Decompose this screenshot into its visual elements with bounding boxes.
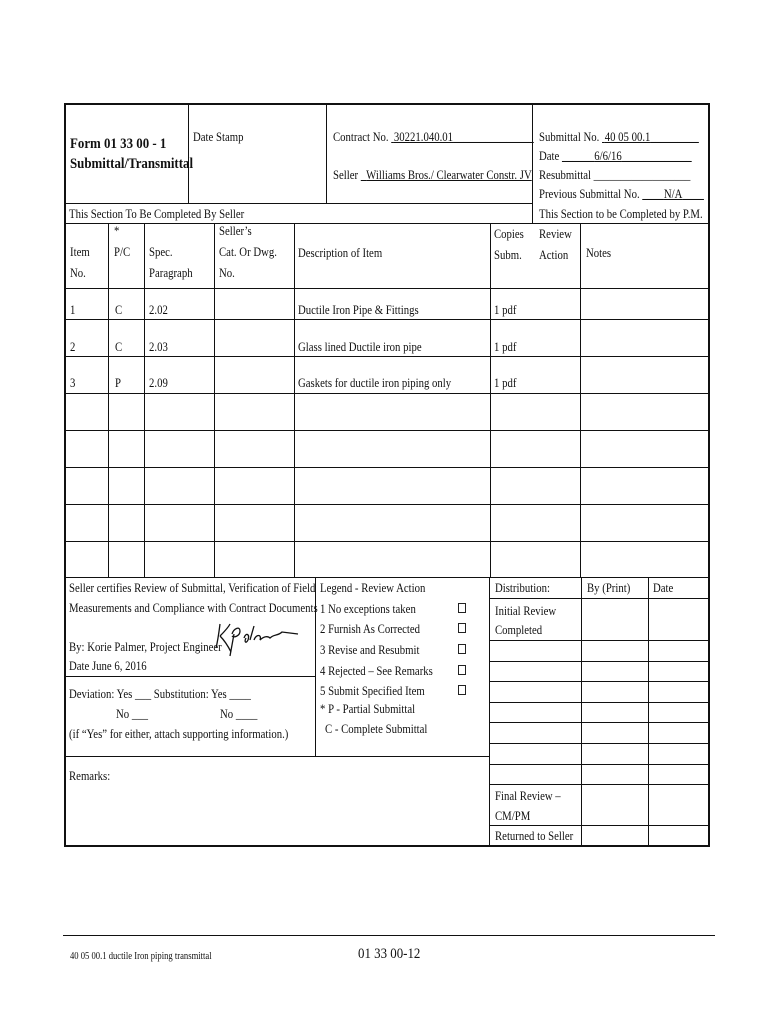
row-spec: 2.03 (149, 340, 168, 354)
seller-field (333, 168, 532, 182)
submittal-no-label: Submittal No. (539, 130, 600, 144)
legend-partial: * P - Partial Submittal (320, 702, 416, 716)
cert-line-1: Seller certifies Review of Submittal, Verification of Field (69, 581, 316, 595)
form-title: Form 01 33 00 - 1 (70, 136, 167, 152)
row-pc: C (115, 340, 123, 354)
legend-item: 3 Revise and Resubmit (320, 643, 420, 657)
row-item: 2 (70, 340, 76, 354)
footer-rule (63, 935, 715, 936)
divider (108, 224, 109, 577)
pm-section-label: This Section to be Completed by P.M. (539, 207, 703, 221)
frame-left (64, 103, 66, 847)
footer-page-number: 01 33 00-12 (358, 946, 421, 962)
row-item: 3 (70, 376, 76, 390)
divider (490, 743, 709, 744)
checkbox-icon[interactable] (458, 623, 466, 633)
if-yes-note: (if “Yes” for either, attach supporting information.) (69, 727, 289, 741)
divider (144, 224, 145, 577)
divider (648, 578, 649, 846)
col-header-pc: * P/C (114, 224, 131, 259)
remarks-label: Remarks: (69, 769, 111, 783)
divider (490, 764, 709, 765)
resubmittal-field: Resubmittal __________________ (539, 168, 691, 182)
legend-title: Legend - Review Action (320, 581, 426, 595)
divider (65, 356, 709, 357)
divider (490, 661, 709, 662)
divider (214, 224, 215, 577)
divider (65, 319, 709, 320)
date-label: Date (539, 149, 560, 163)
divider (65, 676, 315, 677)
row-copies: 1 pdf (494, 340, 517, 354)
legend-complete: C - Complete Submittal (325, 722, 428, 736)
col-header-review-action: Review Action (539, 227, 572, 262)
date-value: ______6/6/16_____________ (561, 149, 692, 163)
row-description: Glass lined Ductile iron pipe (298, 340, 422, 354)
divider (490, 784, 709, 785)
signature-image (210, 618, 302, 660)
checkbox-icon[interactable] (458, 685, 466, 695)
deviation-no: No ___ (116, 707, 148, 721)
divider (490, 640, 709, 641)
row-spec: 2.09 (149, 376, 168, 390)
row-pc: C (115, 303, 123, 317)
legend-item: 2 Furnish As Corrected (320, 622, 421, 636)
legend-item: 4 Rejected – See Remarks (320, 664, 433, 678)
divider (65, 504, 709, 505)
contract-label: Contract No. (333, 130, 389, 144)
divider (490, 681, 709, 682)
row-item: 1 (70, 303, 76, 317)
previous-label: Previous Submittal No. (539, 187, 640, 201)
divider (294, 224, 295, 577)
cert-line-2: Measurements and Compliance with Contract Documents (69, 601, 318, 615)
divider (65, 467, 709, 468)
col-header-item: Item No. (70, 245, 90, 280)
divider (490, 598, 709, 599)
contract-value: 30221.040.01_______________ (393, 130, 534, 144)
row-copies: 1 pdf (494, 303, 517, 317)
resubmittal-label: Resubmittal (539, 168, 591, 182)
initial-review-completed: Completed (495, 623, 543, 637)
divider (65, 541, 709, 542)
by-print-label: By (Print) (587, 581, 631, 595)
final-review-cmpm: CM/PM (495, 809, 531, 823)
checkbox-icon[interactable] (458, 644, 466, 654)
col-header-description: Description of Item (298, 246, 383, 260)
divider (490, 224, 491, 577)
divider (65, 393, 709, 394)
initial-review-label: Initial Review (495, 604, 557, 618)
row-spec: 2.02 (149, 303, 168, 317)
divider (326, 104, 327, 204)
substitution-no: No ____ (220, 707, 258, 721)
seller-label: Seller (333, 168, 359, 182)
legend-item: 5 Submit Specified Item (320, 684, 425, 698)
final-review-label: Final Review – (495, 789, 561, 803)
divider (490, 722, 709, 723)
divider (65, 756, 490, 757)
divider (65, 577, 709, 578)
row-description: Ductile Iron Pipe & Fittings (298, 303, 419, 317)
form-subtitle: Submittal/Transmittal (70, 156, 194, 172)
checkbox-icon[interactable] (458, 665, 466, 675)
divider (65, 223, 709, 224)
divider (581, 578, 582, 846)
col-header-sellers-dwg: Seller’s Cat. Or Dwg. No. (219, 224, 277, 280)
date-field (539, 149, 692, 163)
row-copies: 1 pdf (494, 376, 517, 390)
divider (490, 702, 709, 703)
previous-value: ____N/A____ (642, 187, 704, 201)
seller-section-label: This Section To Be Completed By Seller (69, 207, 245, 221)
deviation-line: Deviation: Yes ___ Substitution: Yes ____ (69, 687, 251, 701)
col-header-copies: Copies Subm. (494, 227, 524, 262)
divider (65, 288, 709, 289)
divider (580, 224, 581, 577)
divider (65, 203, 533, 204)
divider (65, 430, 709, 431)
frame-top (64, 103, 710, 105)
distribution-label: Distribution: (495, 581, 550, 595)
date-stamp-label: Date Stamp (193, 130, 244, 144)
divider (489, 578, 490, 846)
legend-item: 1 No exceptions taken (320, 602, 416, 616)
cert-by: By: Korie Palmer, Project Engineer (69, 640, 222, 654)
previous-submittal-field (539, 187, 704, 201)
frame-right (708, 103, 710, 847)
returned-to-seller: Returned to Seller (495, 829, 574, 843)
col-header-spec: Spec. Paragraph (149, 245, 193, 280)
row-description: Gaskets for ductile iron piping only (298, 376, 452, 390)
divider (532, 104, 533, 224)
divider (490, 825, 709, 826)
col-header-notes: Notes (586, 246, 612, 260)
seller-value: Williams Bros./ Clearwater Constr. JV (366, 168, 532, 182)
footer-file-name: 40 05 00.1 ductile Iron piping transmittal (70, 951, 212, 962)
cert-date: Date June 6, 2016 (69, 659, 147, 673)
frame-bottom (64, 845, 710, 847)
submittal-no-field (539, 130, 699, 144)
dist-date-label: Date (653, 581, 674, 595)
contract-field (333, 130, 534, 144)
row-pc: P (115, 376, 121, 390)
submittal-no-value: 40 05 00.1_________ (604, 130, 699, 144)
checkbox-icon[interactable] (458, 603, 466, 613)
